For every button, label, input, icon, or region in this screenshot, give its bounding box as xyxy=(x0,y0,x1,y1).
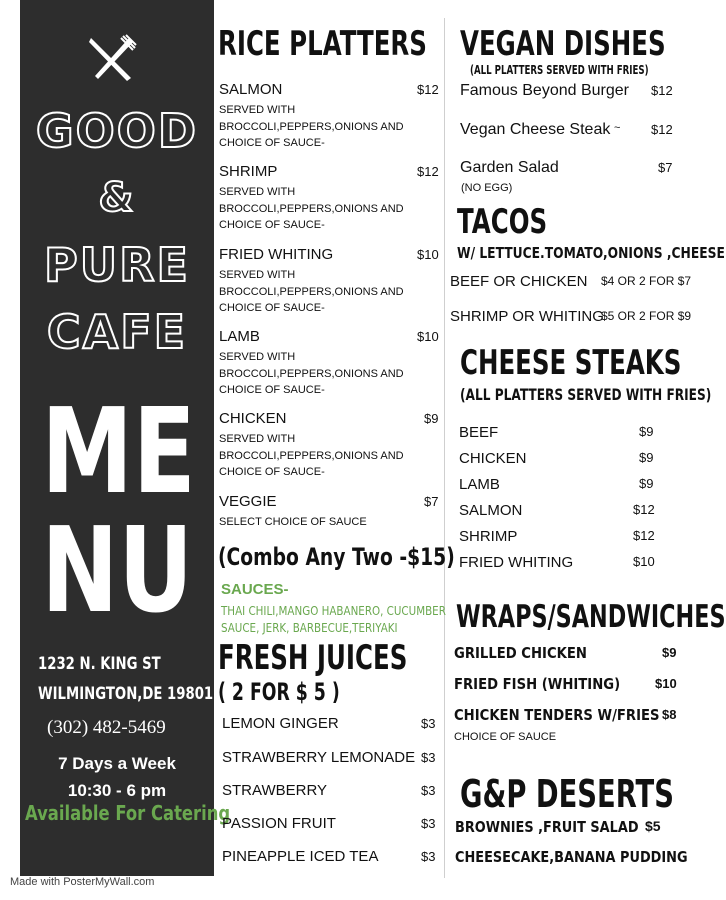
rice-item-desc: SELECT CHOICE OF SAUCE xyxy=(219,516,367,528)
steak-item-price: $9 xyxy=(639,450,654,465)
tacos-note: W/ LETTUCE.TOMATO,ONIONS ,CHEESE xyxy=(457,244,725,262)
hours: 10:30 - 6 pm xyxy=(67,781,167,800)
juice-item-price: $3 xyxy=(421,816,436,831)
steak-item-name: FRIED WHITING xyxy=(459,554,574,571)
juices-deal: ( 2 FOR $ 5 ) xyxy=(218,678,340,706)
steak-item-name: CHICKEN xyxy=(459,450,527,467)
rice-item-desc: SERVED WITH BROCCOLI,PEPPERS,ONIONS AND CHOICE OF SAUCE- xyxy=(219,104,404,149)
steak-item-price: $12 xyxy=(633,528,655,543)
vegan-item-name: Vegan Cheese Steak xyxy=(460,121,611,138)
combo-offer: (Combo Any Two -$15) xyxy=(218,543,455,571)
wrap-item-price: $9 xyxy=(662,645,677,660)
rice-item-name: CHICKEN xyxy=(219,410,287,427)
deserts-heading: G&P DESERTS xyxy=(460,772,674,816)
address-city: WILMINGTON,DE 19801 xyxy=(38,684,214,704)
sauces-list-line1: THAI CHILI,MANGO HABANERO, CUCUMBER xyxy=(221,604,446,618)
menu-word-2: NU xyxy=(41,501,194,639)
juice-item-name: STRAWBERRY xyxy=(222,782,328,799)
steak-item-name: LAMB xyxy=(459,476,500,493)
sauces-heading: SAUCES- xyxy=(221,581,289,598)
steak-item-name: BEEF xyxy=(459,424,499,441)
desert-item-name: BROWNIES ,FRUIT SALAD xyxy=(455,818,639,836)
steak-item-price: $9 xyxy=(639,424,654,439)
rice-item-name: LAMB xyxy=(219,328,260,345)
rice-item-desc: SERVED WITH BROCCOLI,PEPPERS,ONIONS AND CHOICE OF SAUCE- xyxy=(219,186,404,231)
wrap-item-name: GRILLED CHICKEN xyxy=(454,644,587,662)
rice-item-price: $12 xyxy=(417,82,439,97)
wrap-item-name: FRIED FISH (WHITING) xyxy=(454,675,621,693)
rice-item-desc: SERVED WITH BROCCOLI,PEPPERS,ONIONS AND CHOICE OF SAUCE- xyxy=(219,269,404,314)
vegan-item-price: $12 xyxy=(651,83,673,98)
juice-item-name: PASSION FRUIT xyxy=(222,815,336,832)
taco-item-name: SHRIMP OR WHITING xyxy=(450,308,604,325)
juice-item-price: $3 xyxy=(421,750,436,765)
brand-good: GOOD xyxy=(35,104,199,158)
cheese-steaks-heading: CHEESE STEAKS xyxy=(460,343,682,383)
rice-item-name: SALMON xyxy=(219,81,283,98)
menu-word-1: ME xyxy=(41,382,196,520)
juice-item-price: $3 xyxy=(421,716,436,731)
juice-item-price: $3 xyxy=(421,849,436,864)
tacos-heading: TACOS xyxy=(457,202,548,242)
vegan-note: (ALL PLATTERS SERVED WITH FRIES) xyxy=(470,63,649,77)
fresh-juices-heading: FRESH JUICES xyxy=(218,638,408,678)
juice-item-price: $3 xyxy=(421,783,436,798)
salad-note: (NO EGG) xyxy=(461,182,513,194)
vegan-item-name: Garden Salad xyxy=(460,159,559,176)
brand-sidebar xyxy=(20,0,214,876)
steak-item-price: $12 xyxy=(633,502,655,517)
steak-item-name: SALMON xyxy=(459,502,523,519)
fork-knife-icon xyxy=(87,34,137,84)
column-divider xyxy=(444,18,445,878)
vegan-item-price: $7 xyxy=(658,160,673,175)
wrap-sauce-note: CHOICE OF SAUCE xyxy=(454,731,557,743)
steak-item-price: $9 xyxy=(639,476,654,491)
brand-pure: PURE xyxy=(44,238,190,292)
juice-item-name: PINEAPPLE ICED TEA xyxy=(222,848,379,865)
rice-item-desc: SERVED WITH BROCCOLI,PEPPERS,ONIONS AND CHOICE OF SAUCE- xyxy=(219,351,404,396)
rice-item-desc: SERVED WITH BROCCOLI,PEPPERS,ONIONS AND CHOICE OF SAUCE- xyxy=(219,433,404,478)
wrap-item-price: $10 xyxy=(655,676,677,691)
rice-item-price: $10 xyxy=(417,329,439,344)
phone-number: (302) 482-5469 xyxy=(47,717,166,738)
tilde-mark: ~ xyxy=(614,122,621,134)
rice-item-name: FRIED WHITING xyxy=(219,246,334,263)
rice-item-price: $9 xyxy=(424,411,439,426)
address-street: 1232 N. KING ST xyxy=(38,654,161,674)
brand-cafe: CAFE xyxy=(46,305,188,359)
rice-item-price: $12 xyxy=(417,164,439,179)
rice-item-name: SHRIMP xyxy=(219,163,278,180)
wrap-item-name: CHICKEN TENDERS W/FRIES xyxy=(454,706,660,724)
catering-note: Available For Catering xyxy=(25,801,231,825)
wrap-item-price: $8 xyxy=(662,707,677,722)
rice-item-name: VEGGIE xyxy=(219,493,277,510)
cheese-steaks-note: (ALL PLATTERS SERVED WITH FRIES) xyxy=(460,385,712,404)
brand-ampersand: & xyxy=(98,175,136,221)
wraps-heading: WRAPS/SANDWICHES xyxy=(456,599,726,635)
desert-item-price: $5 xyxy=(645,818,661,834)
vegan-dishes-heading: VEGAN DISHES xyxy=(460,24,666,64)
desert-item-name: CHEESECAKE,BANANA PUDDING xyxy=(455,848,688,866)
vegan-item-price: $12 xyxy=(651,122,673,137)
rice-item-price: $7 xyxy=(424,494,439,509)
steak-item-price: $10 xyxy=(633,554,655,569)
vegan-item-name: Famous Beyond Burger xyxy=(460,82,629,99)
rice-platters-heading: RICE PLATTERS xyxy=(218,24,427,64)
footer-credit: Made with PosterMyWall.com xyxy=(10,876,155,888)
taco-item-price: $5 OR 2 FOR $9 xyxy=(601,309,692,323)
sauces-list-line2: SAUCE, JERK, BARBECUE,TERIYAKI xyxy=(221,621,398,635)
juice-item-name: LEMON GINGER xyxy=(222,715,339,732)
taco-item-name: BEEF OR CHICKEN xyxy=(450,273,588,290)
juice-item-name: STRAWBERRY LEMONADE xyxy=(222,749,416,766)
taco-item-price: $4 OR 2 FOR $7 xyxy=(601,274,692,288)
steak-item-name: SHRIMP xyxy=(459,528,518,545)
rice-item-price: $10 xyxy=(417,247,439,262)
days-open: 7 Days a Week xyxy=(58,754,176,773)
